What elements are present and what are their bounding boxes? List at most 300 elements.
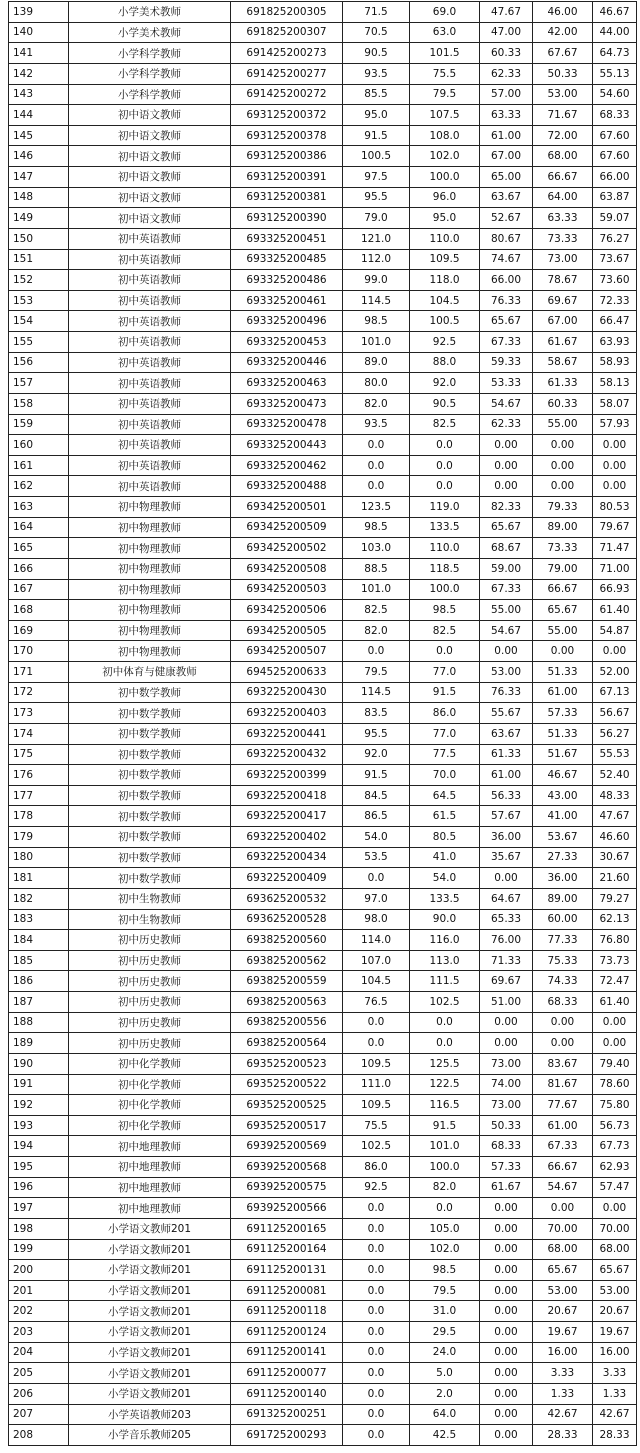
score-2-cell: 29.5	[410, 1322, 480, 1343]
total-score-cell: 66.00	[593, 167, 637, 188]
total-score-cell: 56.73	[593, 1115, 637, 1136]
position-cell: 初中物理教师	[69, 517, 231, 538]
score-4-cell: 55.00	[533, 414, 593, 435]
total-score-cell: 0.00	[593, 1012, 637, 1033]
score-4-cell: 68.33	[533, 992, 593, 1013]
score-2-cell: 133.5	[410, 517, 480, 538]
ticket-number-cell: 693125200391	[231, 167, 343, 188]
score-1-cell: 92.5	[343, 1177, 410, 1198]
score-3-cell: 0.00	[480, 1198, 533, 1219]
row-number-cell: 193	[9, 1115, 69, 1136]
score-1-cell: 102.5	[343, 1136, 410, 1157]
score-3-cell: 47.67	[480, 2, 533, 23]
score-2-cell: 5.0	[410, 1363, 480, 1384]
row-number-cell: 163	[9, 497, 69, 518]
table-row	[9, 290, 637, 311]
score-3-cell: 53.00	[480, 662, 533, 683]
score-1-cell: 107.0	[343, 950, 410, 971]
score-3-cell: 74.00	[480, 1074, 533, 1095]
total-score-cell: 66.47	[593, 311, 637, 332]
score-4-cell: 50.33	[533, 63, 593, 84]
row-number-cell: 185	[9, 950, 69, 971]
row-number-cell: 181	[9, 868, 69, 889]
row-number-cell: 188	[9, 1012, 69, 1033]
score-4-cell: 55.00	[533, 620, 593, 641]
score-2-cell: 92.5	[410, 332, 480, 353]
score-1-cell: 95.5	[343, 187, 410, 208]
score-2-cell: 42.5	[410, 1425, 480, 1446]
score-4-cell: 51.67	[533, 744, 593, 765]
score-4-cell: 42.00	[533, 22, 593, 43]
table-row	[9, 270, 637, 291]
position-cell: 小学语文教师201	[69, 1280, 231, 1301]
table-row	[9, 1239, 637, 1260]
score-2-cell: 69.0	[410, 2, 480, 23]
table-row	[9, 393, 637, 414]
score-1-cell: 0.0	[343, 1280, 410, 1301]
position-cell: 小学美术教师	[69, 2, 231, 23]
score-3-cell: 0.00	[480, 1280, 533, 1301]
position-cell: 初中数学教师	[69, 682, 231, 703]
total-score-cell: 55.53	[593, 744, 637, 765]
score-3-cell: 0.00	[480, 1425, 533, 1446]
score-4-cell: 73.33	[533, 538, 593, 559]
score-1-cell: 101.0	[343, 332, 410, 353]
total-score-cell: 52.40	[593, 765, 637, 786]
score-2-cell: 125.5	[410, 1053, 480, 1074]
position-cell: 初中语文教师	[69, 146, 231, 167]
position-cell: 小学语文教师201	[69, 1218, 231, 1239]
table-row	[9, 84, 637, 105]
total-score-cell: 59.07	[593, 208, 637, 229]
ticket-number-cell: 693325200473	[231, 393, 343, 414]
score-3-cell: 0.00	[480, 868, 533, 889]
row-number-cell: 208	[9, 1425, 69, 1446]
table-row	[9, 827, 637, 848]
table-row	[9, 1053, 637, 1074]
score-2-cell: 79.5	[410, 1280, 480, 1301]
total-score-cell: 53.00	[593, 1280, 637, 1301]
score-3-cell: 65.67	[480, 311, 533, 332]
total-score-cell: 21.60	[593, 868, 637, 889]
score-3-cell: 0.00	[480, 1218, 533, 1239]
table-row	[9, 1342, 637, 1363]
table-row	[9, 620, 637, 641]
score-1-cell: 76.5	[343, 992, 410, 1013]
score-2-cell: 110.0	[410, 538, 480, 559]
ticket-number-cell: 693825200562	[231, 950, 343, 971]
score-2-cell: 0.0	[410, 1033, 480, 1054]
ticket-number-cell: 693125200386	[231, 146, 343, 167]
position-cell: 初中数学教师	[69, 806, 231, 827]
score-1-cell: 0.0	[343, 1012, 410, 1033]
row-number-cell: 160	[9, 435, 69, 456]
score-2-cell: 64.5	[410, 785, 480, 806]
score-3-cell: 36.00	[480, 827, 533, 848]
table-row	[9, 1177, 637, 1198]
row-number-cell: 187	[9, 992, 69, 1013]
position-cell: 初中历史教师	[69, 1012, 231, 1033]
score-2-cell: 64.0	[410, 1404, 480, 1425]
row-number-cell: 199	[9, 1239, 69, 1260]
total-score-cell: 0.00	[593, 455, 637, 476]
score-1-cell: 114.0	[343, 930, 410, 951]
table-row	[9, 22, 637, 43]
row-number-cell: 166	[9, 558, 69, 579]
total-score-cell: 73.67	[593, 249, 637, 270]
score-2-cell: 90.0	[410, 909, 480, 930]
score-2-cell: 2.0	[410, 1383, 480, 1404]
position-cell: 小学语文教师201	[69, 1322, 231, 1343]
score-3-cell: 54.67	[480, 620, 533, 641]
row-number-cell: 154	[9, 311, 69, 332]
score-2-cell: 0.0	[410, 1012, 480, 1033]
ticket-number-cell: 693825200556	[231, 1012, 343, 1033]
total-score-cell: 28.33	[593, 1425, 637, 1446]
table-row	[9, 146, 637, 167]
total-score-cell: 58.93	[593, 352, 637, 373]
row-number-cell: 149	[9, 208, 69, 229]
score-1-cell: 86.0	[343, 1157, 410, 1178]
score-2-cell: 122.5	[410, 1074, 480, 1095]
score-2-cell: 109.5	[410, 249, 480, 270]
total-score-cell: 47.67	[593, 806, 637, 827]
score-4-cell: 57.33	[533, 703, 593, 724]
table-row	[9, 1218, 637, 1239]
position-cell: 初中数学教师	[69, 744, 231, 765]
ticket-number-cell: 693325200453	[231, 332, 343, 353]
table-row	[9, 641, 637, 662]
position-cell: 小学英语教师203	[69, 1404, 231, 1425]
position-cell: 小学美术教师	[69, 22, 231, 43]
score-3-cell: 65.33	[480, 909, 533, 930]
score-3-cell: 56.33	[480, 785, 533, 806]
position-cell: 小学语文教师201	[69, 1383, 231, 1404]
ticket-number-cell: 693425200508	[231, 558, 343, 579]
row-number-cell: 145	[9, 125, 69, 146]
ticket-number-cell: 693425200503	[231, 579, 343, 600]
score-3-cell: 0.00	[480, 1383, 533, 1404]
ticket-number-cell: 693225200402	[231, 827, 343, 848]
score-3-cell: 64.67	[480, 888, 533, 909]
score-4-cell: 67.00	[533, 311, 593, 332]
ticket-number-cell: 693425200502	[231, 538, 343, 559]
score-4-cell: 60.00	[533, 909, 593, 930]
ticket-number-cell: 691125200131	[231, 1260, 343, 1281]
table-row	[9, 682, 637, 703]
position-cell: 初中地理教师	[69, 1136, 231, 1157]
ticket-number-cell: 693225200399	[231, 765, 343, 786]
score-2-cell: 82.0	[410, 1177, 480, 1198]
score-2-cell: 82.5	[410, 414, 480, 435]
ticket-number-cell: 693325200478	[231, 414, 343, 435]
table-row	[9, 1322, 637, 1343]
position-cell: 初中生物教师	[69, 888, 231, 909]
table-row	[9, 744, 637, 765]
row-number-cell: 171	[9, 662, 69, 683]
total-score-cell: 52.00	[593, 662, 637, 683]
ticket-number-cell: 693925200569	[231, 1136, 343, 1157]
score-4-cell: 51.33	[533, 662, 593, 683]
total-score-cell: 62.93	[593, 1157, 637, 1178]
position-cell: 初中物理教师	[69, 558, 231, 579]
ticket-number-cell: 693925200568	[231, 1157, 343, 1178]
score-1-cell: 95.0	[343, 105, 410, 126]
score-4-cell: 0.00	[533, 1033, 593, 1054]
table-row	[9, 414, 637, 435]
score-4-cell: 77.33	[533, 930, 593, 951]
score-1-cell: 83.5	[343, 703, 410, 724]
ticket-number-cell: 691125200165	[231, 1218, 343, 1239]
position-cell: 初中英语教师	[69, 455, 231, 476]
row-number-cell: 194	[9, 1136, 69, 1157]
row-number-cell: 179	[9, 827, 69, 848]
score-1-cell: 123.5	[343, 497, 410, 518]
score-2-cell: 119.0	[410, 497, 480, 518]
score-2-cell: 92.0	[410, 373, 480, 394]
ticket-number-cell: 693525200522	[231, 1074, 343, 1095]
position-cell: 小学语文教师201	[69, 1363, 231, 1384]
score-3-cell: 57.33	[480, 1157, 533, 1178]
score-3-cell: 76.33	[480, 682, 533, 703]
position-cell: 初中语文教师	[69, 208, 231, 229]
score-4-cell: 64.00	[533, 187, 593, 208]
table-row	[9, 703, 637, 724]
table-row	[9, 228, 637, 249]
ticket-number-cell: 693225200418	[231, 785, 343, 806]
table-row	[9, 1115, 637, 1136]
table-row	[9, 1260, 637, 1281]
score-4-cell: 60.33	[533, 393, 593, 414]
row-number-cell: 141	[9, 43, 69, 64]
total-score-cell: 0.00	[593, 476, 637, 497]
score-2-cell: 111.5	[410, 971, 480, 992]
position-cell: 初中历史教师	[69, 992, 231, 1013]
score-4-cell: 19.67	[533, 1322, 593, 1343]
score-1-cell: 0.0	[343, 1198, 410, 1219]
row-number-cell: 150	[9, 228, 69, 249]
score-2-cell: 95.0	[410, 208, 480, 229]
ticket-number-cell: 693225200434	[231, 847, 343, 868]
score-2-cell: 102.0	[410, 146, 480, 167]
total-score-cell: 48.33	[593, 785, 637, 806]
score-1-cell: 0.0	[343, 1425, 410, 1446]
score-3-cell: 54.67	[480, 393, 533, 414]
score-2-cell: 0.0	[410, 1198, 480, 1219]
row-number-cell: 164	[9, 517, 69, 538]
table-row	[9, 517, 637, 538]
row-number-cell: 172	[9, 682, 69, 703]
row-number-cell: 155	[9, 332, 69, 353]
score-2-cell: 0.0	[410, 455, 480, 476]
score-4-cell: 27.33	[533, 847, 593, 868]
table-row	[9, 1404, 637, 1425]
score-2-cell: 31.0	[410, 1301, 480, 1322]
score-1-cell: 98.5	[343, 517, 410, 538]
score-4-cell: 89.00	[533, 888, 593, 909]
score-2-cell: 101.0	[410, 1136, 480, 1157]
position-cell: 初中物理教师	[69, 497, 231, 518]
score-4-cell: 71.67	[533, 105, 593, 126]
row-number-cell: 189	[9, 1033, 69, 1054]
position-cell: 初中化学教师	[69, 1074, 231, 1095]
score-4-cell: 69.67	[533, 290, 593, 311]
score-2-cell: 77.5	[410, 744, 480, 765]
score-1-cell: 104.5	[343, 971, 410, 992]
score-4-cell: 61.00	[533, 682, 593, 703]
table-row	[9, 187, 637, 208]
score-2-cell: 116.5	[410, 1095, 480, 1116]
position-cell: 初中英语教师	[69, 332, 231, 353]
score-3-cell: 0.00	[480, 1239, 533, 1260]
total-score-cell: 67.73	[593, 1136, 637, 1157]
score-1-cell: 91.5	[343, 765, 410, 786]
position-cell: 初中英语教师	[69, 270, 231, 291]
total-score-cell: 71.47	[593, 538, 637, 559]
total-score-cell: 67.60	[593, 146, 637, 167]
ticket-number-cell: 693325200461	[231, 290, 343, 311]
score-3-cell: 57.67	[480, 806, 533, 827]
ticket-number-cell: 693825200563	[231, 992, 343, 1013]
score-1-cell: 70.5	[343, 22, 410, 43]
total-score-cell: 0.00	[593, 1198, 637, 1219]
score-3-cell: 0.00	[480, 476, 533, 497]
score-2-cell: 88.0	[410, 352, 480, 373]
table-row	[9, 455, 637, 476]
score-4-cell: 46.67	[533, 765, 593, 786]
score-2-cell: 91.5	[410, 1115, 480, 1136]
score-2-cell: 63.0	[410, 22, 480, 43]
total-score-cell: 0.00	[593, 435, 637, 456]
ticket-number-cell: 693325200462	[231, 455, 343, 476]
score-2-cell: 0.0	[410, 476, 480, 497]
row-number-cell: 175	[9, 744, 69, 765]
row-number-cell: 182	[9, 888, 69, 909]
position-cell: 初中化学教师	[69, 1095, 231, 1116]
row-number-cell: 173	[9, 703, 69, 724]
score-1-cell: 82.0	[343, 620, 410, 641]
total-score-cell: 57.47	[593, 1177, 637, 1198]
total-score-cell: 30.67	[593, 847, 637, 868]
total-score-cell: 68.00	[593, 1239, 637, 1260]
total-score-cell: 63.87	[593, 187, 637, 208]
score-4-cell: 72.00	[533, 125, 593, 146]
position-cell: 小学语文教师201	[69, 1342, 231, 1363]
ticket-number-cell: 693425200509	[231, 517, 343, 538]
score-4-cell: 0.00	[533, 435, 593, 456]
score-4-cell: 63.33	[533, 208, 593, 229]
score-1-cell: 84.5	[343, 785, 410, 806]
score-2-cell: 100.5	[410, 311, 480, 332]
ticket-number-cell: 693425200507	[231, 641, 343, 662]
score-4-cell: 81.67	[533, 1074, 593, 1095]
position-cell: 小学语文教师201	[69, 1301, 231, 1322]
row-number-cell: 144	[9, 105, 69, 126]
table-row	[9, 785, 637, 806]
total-score-cell: 19.67	[593, 1322, 637, 1343]
position-cell: 初中数学教师	[69, 703, 231, 724]
score-3-cell: 59.33	[480, 352, 533, 373]
total-score-cell: 76.80	[593, 930, 637, 951]
score-3-cell: 67.33	[480, 332, 533, 353]
score-1-cell: 112.0	[343, 249, 410, 270]
total-score-cell: 1.33	[593, 1383, 637, 1404]
ticket-number-cell: 694525200633	[231, 662, 343, 683]
table-row	[9, 249, 637, 270]
score-1-cell: 82.0	[343, 393, 410, 414]
score-4-cell: 0.00	[533, 641, 593, 662]
total-score-cell: 54.60	[593, 84, 637, 105]
ticket-number-cell: 691425200277	[231, 63, 343, 84]
score-3-cell: 0.00	[480, 435, 533, 456]
score-2-cell: 107.5	[410, 105, 480, 126]
score-4-cell: 79.33	[533, 497, 593, 518]
score-1-cell: 93.5	[343, 63, 410, 84]
score-4-cell: 79.00	[533, 558, 593, 579]
position-cell: 初中英语教师	[69, 249, 231, 270]
ticket-number-cell: 693525200517	[231, 1115, 343, 1136]
score-3-cell: 63.33	[480, 105, 533, 126]
score-3-cell: 68.67	[480, 538, 533, 559]
position-cell: 初中英语教师	[69, 393, 231, 414]
row-number-cell: 168	[9, 600, 69, 621]
score-2-cell: 54.0	[410, 868, 480, 889]
row-number-cell: 183	[9, 909, 69, 930]
score-4-cell: 68.00	[533, 1239, 593, 1260]
score-2-cell: 133.5	[410, 888, 480, 909]
position-cell: 小学科学教师	[69, 43, 231, 64]
table-row	[9, 1136, 637, 1157]
total-score-cell: 58.13	[593, 373, 637, 394]
score-1-cell: 0.0	[343, 1301, 410, 1322]
score-1-cell: 114.5	[343, 290, 410, 311]
table-row	[9, 373, 637, 394]
score-1-cell: 109.5	[343, 1095, 410, 1116]
score-3-cell: 74.67	[480, 249, 533, 270]
table-row	[9, 765, 637, 786]
total-score-cell: 62.13	[593, 909, 637, 930]
score-4-cell: 89.00	[533, 517, 593, 538]
ticket-number-cell: 693125200372	[231, 105, 343, 126]
score-4-cell: 78.67	[533, 270, 593, 291]
score-3-cell: 53.33	[480, 373, 533, 394]
ticket-number-cell: 693225200409	[231, 868, 343, 889]
total-score-cell: 58.07	[593, 393, 637, 414]
total-score-cell: 72.33	[593, 290, 637, 311]
score-3-cell: 0.00	[480, 1033, 533, 1054]
total-score-cell: 20.67	[593, 1301, 637, 1322]
position-cell: 小学音乐教师205	[69, 1425, 231, 1446]
ticket-number-cell: 691825200307	[231, 22, 343, 43]
row-number-cell: 139	[9, 2, 69, 23]
row-number-cell: 178	[9, 806, 69, 827]
score-4-cell: 77.67	[533, 1095, 593, 1116]
score-3-cell: 62.33	[480, 63, 533, 84]
table-row	[9, 43, 637, 64]
ticket-number-cell: 693825200564	[231, 1033, 343, 1054]
row-number-cell: 152	[9, 270, 69, 291]
position-cell: 初中英语教师	[69, 476, 231, 497]
ticket-number-cell: 691125200118	[231, 1301, 343, 1322]
score-3-cell: 47.00	[480, 22, 533, 43]
ticket-number-cell: 693925200575	[231, 1177, 343, 1198]
score-4-cell: 51.33	[533, 723, 593, 744]
score-2-cell: 105.0	[410, 1218, 480, 1239]
score-4-cell: 67.33	[533, 1136, 593, 1157]
row-number-cell: 206	[9, 1383, 69, 1404]
ticket-number-cell: 693625200528	[231, 909, 343, 930]
position-cell: 初中历史教师	[69, 971, 231, 992]
